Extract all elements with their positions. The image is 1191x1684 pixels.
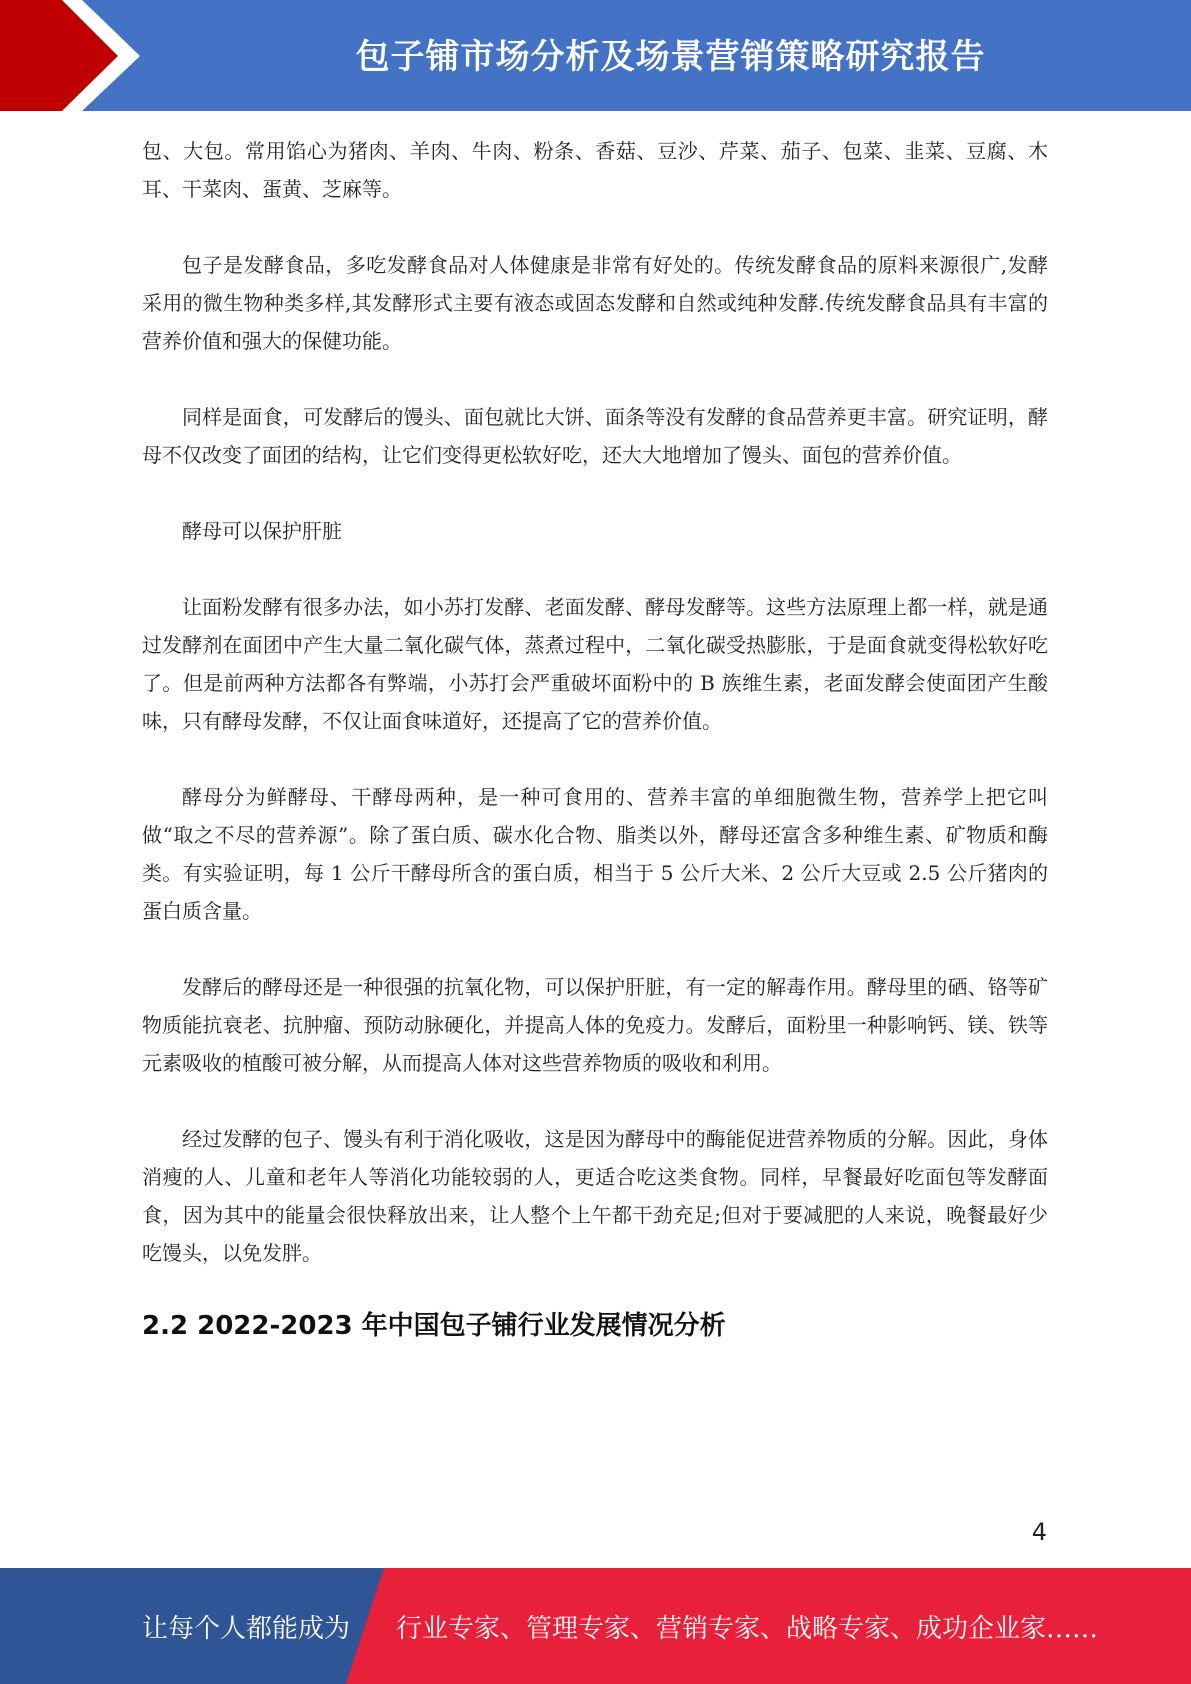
paragraph-fillings: 包、大包。常用馅心为猪肉、羊肉、牛肉、粉条、香菇、豆沙、芹菜、茄子、包菜、韭菜、豆腐、木耳、干菜肉、蛋黄、芝麻等。	[142, 139, 1048, 201]
footer-slogan-right: 行业专家、管理专家、营销专家、战略专家、成功企业家……	[396, 1613, 1099, 1644]
header-red-chevron	[0, 0, 118, 111]
page-header	[0, 0, 1191, 111]
document-body	[142, 132, 1048, 1346]
section-heading: 2.2 2022-2023 年中国包子铺行业发展情况分析	[142, 1311, 726, 1341]
paragraph-antioxidant: 发酵后的酵母还是一种很强的抗氧化物，可以保护肝脏，有一定的解毒作用。酵母里的硒、铬等矿物质能抗衰老、抗肿瘤、预防动脉硬化，并提高人体的免疫力。发酵后，面粉里一种影响钙、镁、铁等元素吸收的植酸可被分解，从而提高人体对这些营养物质的吸收和利用。	[142, 975, 1048, 1075]
paragraph-fermentation-methods: 让面粉发酵有很多办法，如小苏打发酵、老面发酵、酵母发酵等。这些方法原理上都一样，就是通过发酵剂在面团中产生大量二氧化碳气体，蒸煮过程中，二氧化碳受热膨胀，于是面食就变得松软好吃了。但是前两种方法都各有弊端，小苏打会严重破坏面粉中的 B 族维生素，老面发酵会使面团产生酸味，只有酵母发酵，不仅让面食味道好，还提高了它的营养价值。	[142, 595, 1048, 733]
paragraph-subheading-liver: 酵母可以保护肝脏	[182, 519, 342, 543]
paragraph-nutrition: 同样是面食，可发酵后的馒头、面包就比大饼、面条等没有发酵的食品营养更丰富。研究证明，酵母不仅改变了面团的结构，让它们变得更松软好吃，还大大地增加了馒头、面包的营养价值。	[142, 405, 1048, 467]
paragraph-digestion: 经过发酵的包子、馒头有利于消化吸收，这是因为酵母中的酶能促进营养物质的分解。因此，身体消瘦的人、儿童和老年人等消化功能较弱的人，更适合吃这类食物。同样，早餐最好吃面包等发酵面食，因为其中的能量会很快释放出来，让人整个上午都干劲充足;但对于要减肥的人来说，晚餐最好少吃馒头，以免发胖。	[142, 1127, 1048, 1265]
paragraph-fermented-food: 包子是发酵食品，多吃发酵食品对人体健康是非常有好处的。传统发酵食品的原料来源很广,发酵采用的微生物种类多样,其发酵形式主要有液态或固态发酵和自然或纯种发酵.传统发酵食品具有丰富的营养价值和强大的保健功能。	[142, 253, 1048, 353]
header-arrow-decoration	[0, 0, 160, 111]
page-footer	[0, 1568, 1191, 1684]
report-title: 包子铺市场分析及场景营销策略研究报告	[355, 36, 986, 77]
paragraph-yeast-types: 酵母分为鲜酵母、干酵母两种，是一种可食用的、营养丰富的单细胞微生物，营养学上把它叫做“取之不尽的营养源”。除了蛋白质、碳水化合物、脂类以外，酵母还富含多种维生素、矿物质和酶类。有实验证明，每 1 公斤干酵母所含的蛋白质，相当于 5 公斤大米、2 公斤大豆或 2.5 公斤猪肉的蛋白质含量。	[142, 785, 1048, 923]
page-number: 4	[1031, 1518, 1047, 1546]
footer-slogan-left: 让每个人都能成为	[142, 1613, 351, 1644]
